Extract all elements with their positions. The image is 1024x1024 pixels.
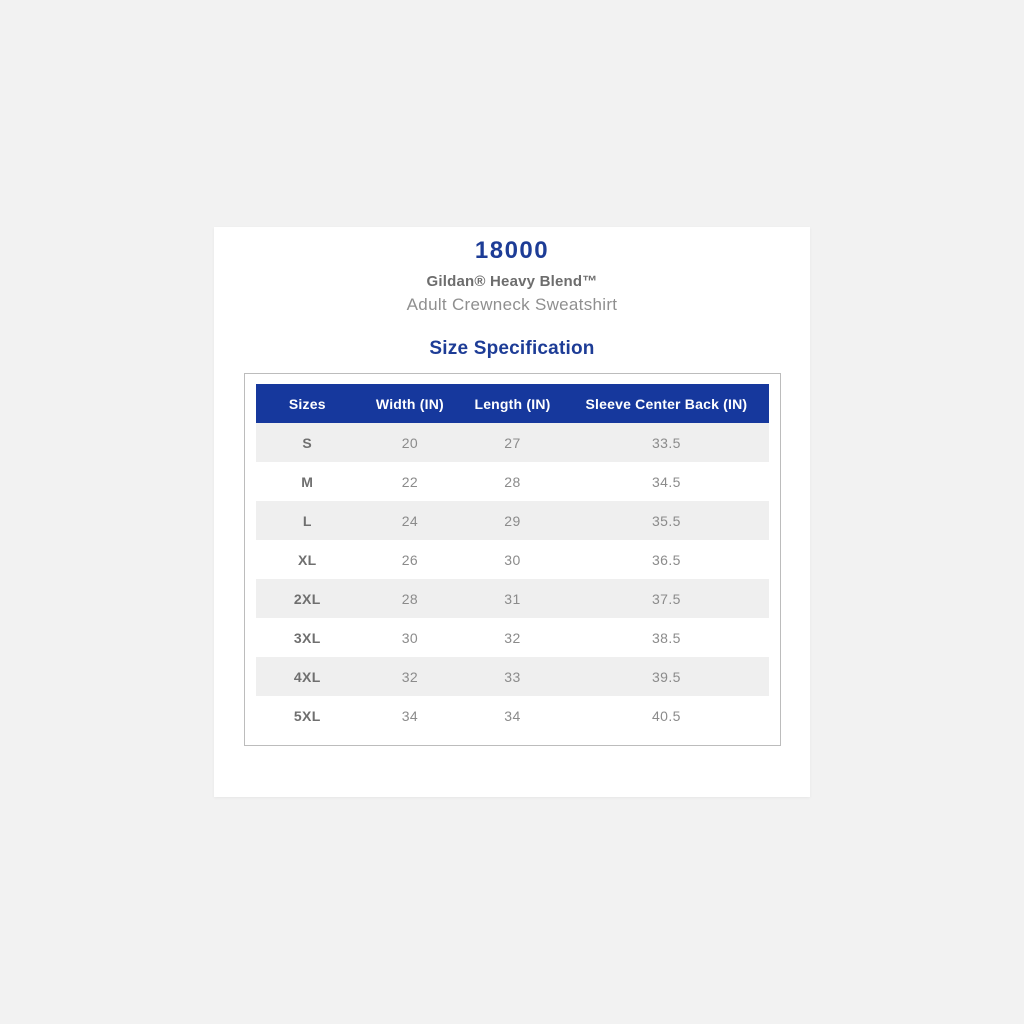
width-cell: 22 <box>359 462 462 501</box>
length-cell: 30 <box>461 540 564 579</box>
length-cell: 33 <box>461 657 564 696</box>
size-table-container <box>244 373 781 746</box>
table-row <box>256 579 769 618</box>
size-label-cell: L <box>256 501 359 540</box>
column-header-sleeve-center-back: Sleeve Center Back (IN) <box>564 384 769 423</box>
size-label-cell: M <box>256 462 359 501</box>
sleeve-cell: 38.5 <box>564 618 769 657</box>
table-row <box>256 423 769 462</box>
table-header-row <box>256 384 769 423</box>
sleeve-cell: 40.5 <box>564 696 769 735</box>
sleeve-cell: 39.5 <box>564 657 769 696</box>
length-cell: 32 <box>461 618 564 657</box>
sleeve-cell: 33.5 <box>564 423 769 462</box>
sleeve-cell: 35.5 <box>564 501 769 540</box>
sleeve-cell: 36.5 <box>564 540 769 579</box>
width-cell: 28 <box>359 579 462 618</box>
table-row <box>256 462 769 501</box>
product-size-card <box>214 227 810 797</box>
width-cell: 30 <box>359 618 462 657</box>
width-cell: 34 <box>359 696 462 735</box>
style-number: 18000 <box>474 237 550 264</box>
column-header-length: Length (IN) <box>461 384 564 423</box>
length-cell: 34 <box>461 696 564 735</box>
size-specification-table <box>256 384 769 735</box>
width-cell: 26 <box>359 540 462 579</box>
size-label-cell: 4XL <box>256 657 359 696</box>
sleeve-cell: 34.5 <box>564 462 769 501</box>
size-label-cell: XL <box>256 540 359 579</box>
brand-line: Gildan® Heavy Blend™ <box>426 273 598 290</box>
width-cell: 20 <box>359 423 462 462</box>
length-cell: 29 <box>461 501 564 540</box>
length-cell: 27 <box>461 423 564 462</box>
width-cell: 24 <box>359 501 462 540</box>
length-cell: 31 <box>461 579 564 618</box>
length-cell: 28 <box>461 462 564 501</box>
product-name: Adult Crewneck Sweatshirt <box>406 295 618 314</box>
table-row <box>256 618 769 657</box>
size-label-cell: 2XL <box>256 579 359 618</box>
table-row <box>256 696 769 735</box>
size-label-cell: S <box>256 423 359 462</box>
column-header-width: Width (IN) <box>359 384 462 423</box>
table-row <box>256 540 769 579</box>
table-row <box>256 501 769 540</box>
sleeve-cell: 37.5 <box>564 579 769 618</box>
column-header-sizes: Sizes <box>256 384 359 423</box>
table-row <box>256 657 769 696</box>
size-label-cell: 5XL <box>256 696 359 735</box>
size-label-cell: 3XL <box>256 618 359 657</box>
section-title: Size Specification <box>429 338 595 359</box>
width-cell: 32 <box>359 657 462 696</box>
